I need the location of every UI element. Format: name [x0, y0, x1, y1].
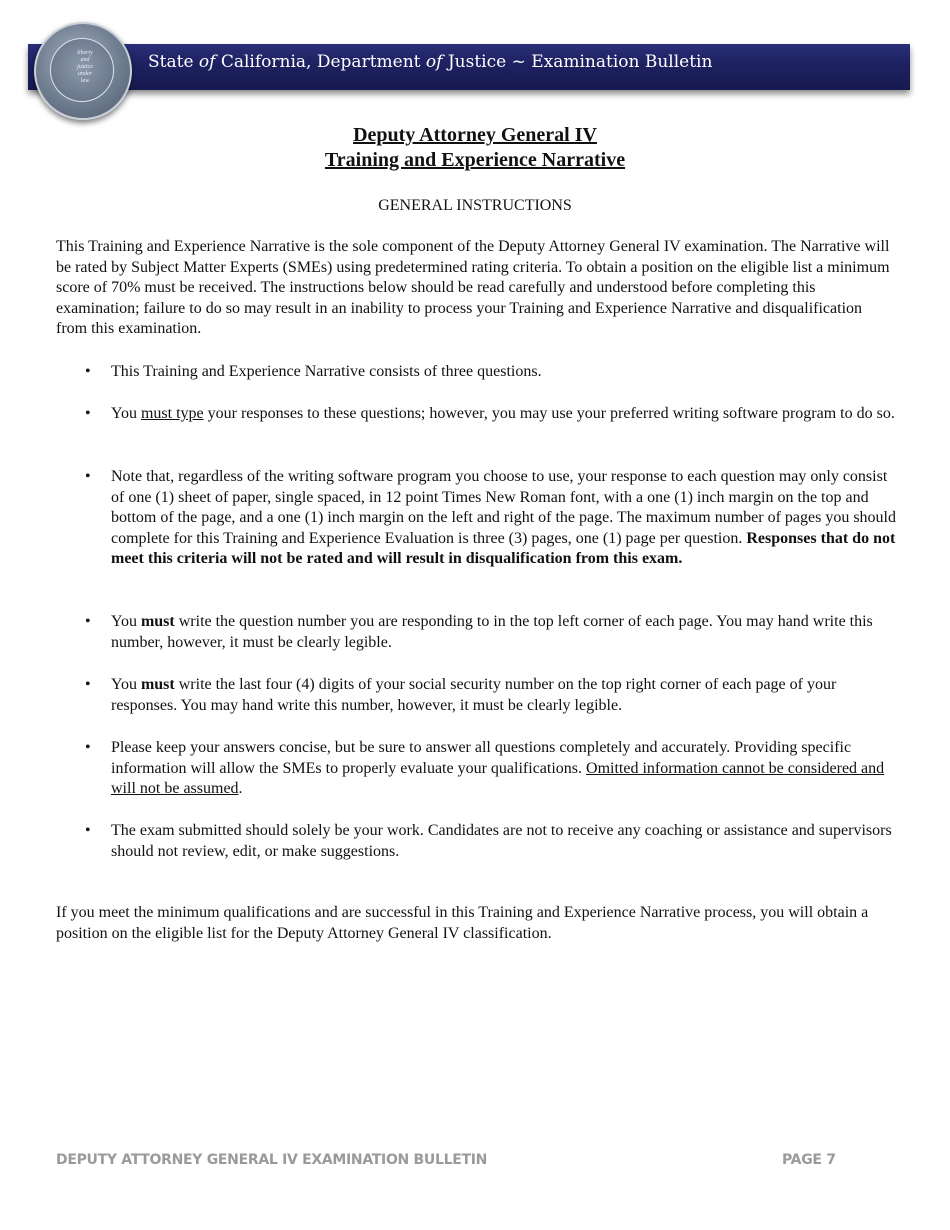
closing-paragraph: If you meet the minimum qualifications and are successful in this Training and Experience Narrative process, you will obtain a position on the eligible list for the Deputy Attorney General IV classification. [56, 904, 869, 942]
seal-text: liberty and justice under law [77, 50, 93, 84]
bullet-item: • The exam submitted should solely be your work. Candidates are not to receive any coaching or assistance and supervisors should not review, edit, or make suggestions. [85, 822, 892, 860]
bullet-item: • Note that, regardless of the writing software program you choose to use, your response to each question may only consist of one (1) sheet of paper, single spaced, in 12 point Times New Roman font, with a one (1) inch margin on the top and bottom of the page, and a one (1) inch margin on the left and right of the page. The maximum number of pages you should complete for this Training and Experience Evaluation is three (3) pages, one (1) page per question. Responses that do not meet this criteria will not be rated and will result in disqualification from this exam. [85, 468, 896, 568]
footer-title: DEPUTY ATTORNEY GENERAL IV EXAMINATION BULLETIN [56, 1152, 488, 1168]
page-number: PAGE 7 [782, 1152, 836, 1168]
document-subtitle: Training and Experience Narrative [324, 149, 626, 171]
document-title: Deputy Attorney General IV [353, 124, 597, 146]
intro-paragraph: This Training and Experience Narrative is the sole component of the Deputy Attorney General IV examination. The Narrative will be rated by Subject Matter Experts (SMEs) using predetermined rating criteria. To obtain a position on the eligible list a minimum score of 70% must be received. The instructions below should be read carefully and understood before completing this examination; failure to do so may result in an inability to process your Training and Experience Narrative and disqualification from this examination. [56, 238, 890, 338]
bullet-item: • This Training and Experience Narrative consists of three questions. [85, 363, 542, 380]
bullet-item: • You must type your responses to these questions; however, you may use your preferred writing software program to do so. [85, 405, 895, 422]
bullet-item: • You must write the question number you are responding to in the top left corner of each page. You may hand write this number, however, it must be clearly legible. [85, 613, 873, 651]
banner-title: State of California, Department of Justice ~ Examination Bulletin [148, 52, 713, 72]
doj-seal-logo [34, 22, 132, 120]
section-heading: GENERAL INSTRUCTIONS [378, 197, 572, 214]
bullet-item: • Please keep your answers concise, but be sure to answer all questions completely and accurately. Providing specific information will allow the SMEs to properly evaluate your qualifications. Omitted information cannot be considered and will not be assumed. [85, 739, 885, 798]
bullet-item: • You must write the last four (4) digits of your social security number on the top right corner of each page of your responses. You may hand write this number, however, it must be clearly legible. [85, 676, 837, 714]
